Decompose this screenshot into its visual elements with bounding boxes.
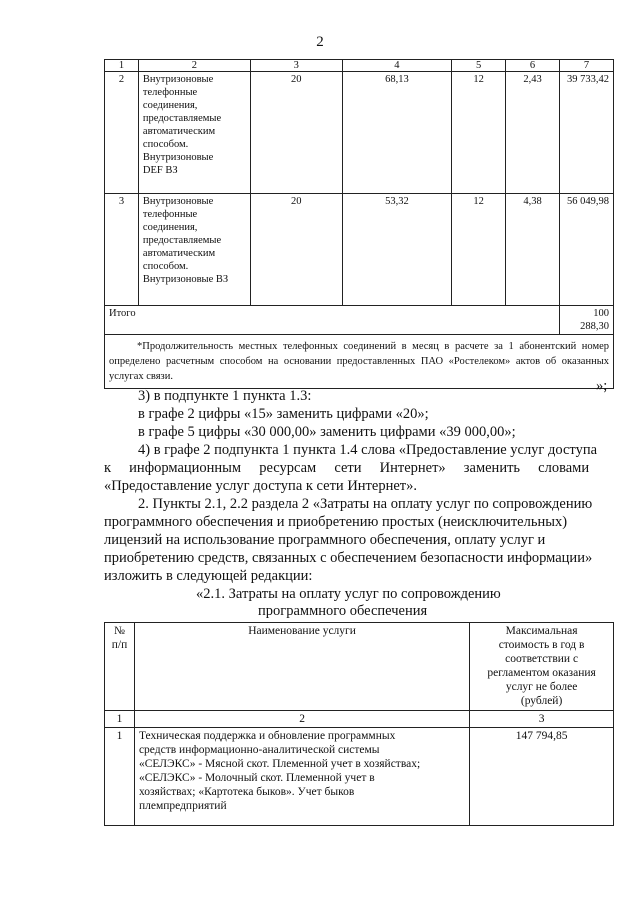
name-line: соединения,	[142, 100, 198, 111]
cost-header-line: услуг не более	[505, 681, 578, 693]
cell: 4,38	[506, 194, 560, 306]
index-row	[105, 711, 614, 728]
paragraph-line: программного обеспечения и приобретению простых (неисключительных)	[104, 514, 568, 530]
name-line: предоставляемые	[142, 235, 222, 246]
header-cell: 3	[250, 60, 342, 72]
index-cell: 2	[134, 711, 469, 728]
paragraph-line: лицензий на использование программного обеспечения, оплату услуг и	[104, 532, 546, 548]
name-line: автоматическим	[142, 248, 216, 259]
header-cell: 7	[560, 60, 614, 72]
paragraph-line: приобретению средств, связанных с обеспечением безопасности информации»	[104, 550, 593, 566]
service-name	[138, 194, 250, 306]
cost-header-line: соответствии с	[505, 653, 579, 665]
cost-header-line: Максимальная	[505, 625, 578, 637]
index-cell: 1	[105, 711, 135, 728]
row-number: 3	[105, 194, 139, 306]
cost-header-line: (рублей)	[520, 695, 563, 707]
name-line: Техническая поддержка и обновление программных	[138, 730, 396, 742]
cell: 68,13	[342, 72, 452, 194]
costs-table	[104, 59, 614, 389]
name-line: соединения,	[142, 222, 198, 233]
table-header-row	[105, 623, 614, 711]
name-line: племпредприятий	[138, 800, 227, 812]
name-line: Внутризоновые ВЗ	[142, 274, 229, 285]
row-number: 1	[105, 728, 135, 826]
name-line: DEF ВЗ	[142, 165, 178, 176]
table-row	[105, 194, 614, 306]
header-cell: 1	[105, 60, 139, 72]
name-line: Внутризоновые	[142, 152, 214, 163]
total-label: Итого	[105, 306, 560, 335]
row-number: 2	[105, 72, 139, 194]
paragraph-line: изложить в следующей редакции:	[104, 568, 313, 584]
cell: 56 049,98	[560, 194, 614, 306]
note-row	[105, 335, 614, 389]
cell: 20	[250, 72, 342, 194]
service-name	[138, 72, 250, 194]
name-line: «СЕЛЭКС» - Мясной скот. Племенной учет в хозяйствах;	[138, 758, 421, 770]
header-number: № п/п	[105, 623, 135, 711]
header-cell: 6	[506, 60, 560, 72]
cost-header-line: стоимость в год в	[498, 639, 585, 651]
cost-value: 147 794,85	[470, 728, 614, 826]
table-row	[105, 72, 614, 194]
closing-quote: »;	[596, 378, 608, 394]
name-line: телефонные	[142, 87, 198, 98]
paragraph-line: 4) в графе 2 подпункта 1 пункта 1.4 слова «Предоставление услуг доступа	[138, 442, 598, 458]
index-cell: 3	[470, 711, 614, 728]
paragraph-line: 2. Пункты 2.1, 2.2 раздела 2 «Затраты на оплату услуг по сопровождению	[138, 496, 593, 512]
name-line: средств информационно-аналитической системы	[138, 744, 380, 756]
name-line: хозяйствах; «Картотека быков». Учет быков	[138, 786, 355, 798]
header-name: Наименование услуги	[134, 623, 469, 711]
header-cell: 2	[138, 60, 250, 72]
cell: 39 733,42	[560, 72, 614, 194]
cell: 12	[452, 194, 506, 306]
cost-header-line: регламентом оказания	[487, 667, 596, 679]
name-line: предоставляемые	[142, 113, 222, 124]
footnote: *Продолжительность местных телефонных соединений в месяц в расчете за 1 абонентский номер определено расчетным способом на основании предоставленных ПАО «Ростелеком» актов об оказанных услугах связи.	[105, 335, 614, 389]
name-line: Внутризоновые	[142, 74, 214, 85]
services-table	[104, 622, 614, 826]
total-value: 100 288,30	[560, 306, 614, 335]
cell: 2,43	[506, 72, 560, 194]
paragraph-line: к информационным ресурсам сети Интернет» заменить словами	[104, 460, 590, 476]
header-cost	[470, 623, 614, 711]
section-heading-line-2: программного обеспечения	[258, 603, 428, 619]
name-line: способом.	[142, 139, 189, 150]
cell: 12	[452, 72, 506, 194]
header-cell: 4	[342, 60, 452, 72]
name-line: способом.	[142, 261, 189, 272]
cell: 53,32	[342, 194, 452, 306]
name-line: автоматическим	[142, 126, 216, 137]
cell: 20	[250, 194, 342, 306]
page-number: 2	[316, 34, 324, 50]
name-line: телефонные	[142, 209, 198, 220]
paragraph-line: 3) в подпункте 1 пункта 1.3:	[138, 388, 312, 404]
service-name	[134, 728, 469, 826]
section-heading-line-1: «2.1. Затраты на оплату услуг по сопровождению	[196, 586, 501, 602]
header-cell: 5	[452, 60, 506, 72]
paragraph-line: в графе 5 цифры «30 000,00» заменить цифрами «39 000,00»;	[138, 424, 516, 440]
name-line: Внутризоновые	[142, 196, 214, 207]
table-row	[105, 728, 614, 826]
total-row	[105, 306, 614, 335]
paragraph-line: в графе 2 цифры «15» заменить цифрами «20»;	[138, 406, 429, 422]
name-line: «СЕЛЭКС» - Молочный скот. Племенной учет в	[138, 772, 375, 784]
paragraph-line: «Предоставление услуг доступа к сети Интернет».	[104, 478, 417, 494]
table-header-row	[105, 60, 614, 72]
